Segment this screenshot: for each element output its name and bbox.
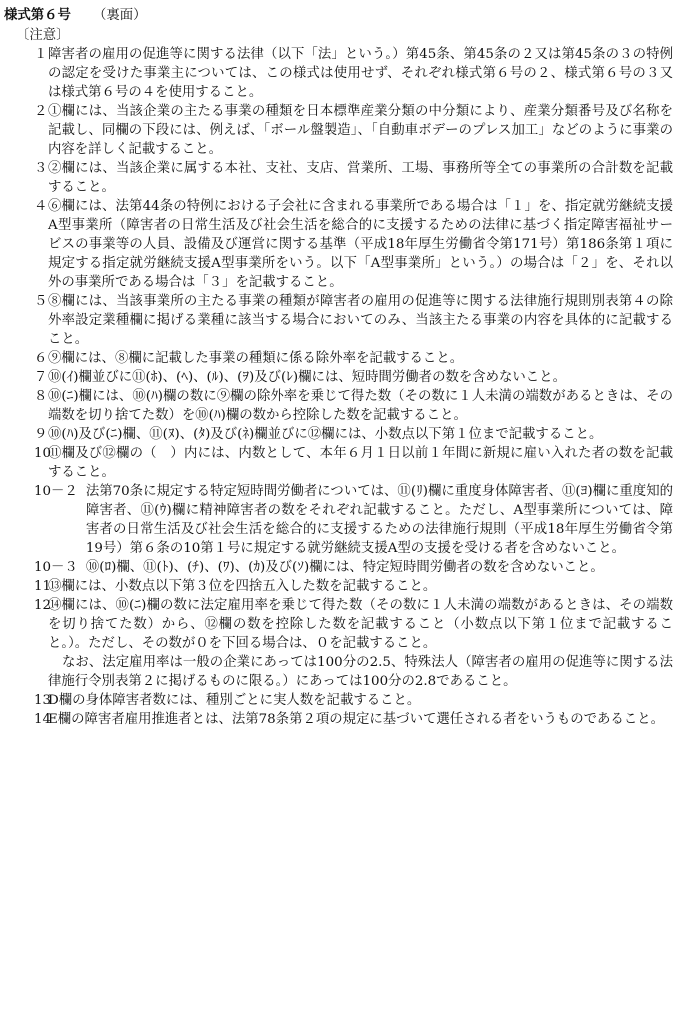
note-item [4, 368, 675, 387]
note-text: 障害者の雇用の促進等に関する法律（以下「法」という。）第45条、第45条の２又は第45条の３の特例の認定を受けた事業主については、この様式は使用せず、それぞれ様式第６号の２、様式第６号の３又は様式第６号の４を使用すること。 [48, 47, 673, 100]
note-item [4, 558, 675, 577]
notes-heading: 〔注意〕 [16, 28, 70, 43]
note-item [4, 691, 675, 710]
note-text: ⑧欄には、当該事業所の主たる事業の種類が障害者の雇用の促進等に関する法律施行規則別表第４の除外率設定業種欄に掲げる業種に該当する場合においてのみ、当該主たる事業の内容を具体的に記載すること。 [48, 294, 673, 347]
form-number: 様式第６号 [4, 8, 71, 23]
note-item [4, 292, 675, 349]
note-item [4, 425, 675, 444]
note-number: ８ [34, 389, 48, 404]
note-item [4, 577, 675, 596]
note-item [4, 102, 675, 159]
note-number: ７ [34, 370, 48, 385]
note-number: ９ [34, 427, 48, 442]
note-number: ６ [34, 351, 48, 366]
note-number: ４ [34, 199, 48, 214]
note-number: ２ [34, 104, 48, 119]
reverse-side-label: （裏面） [92, 8, 147, 23]
note-text: ②欄には、当該企業に属する本社、支社、支店、営業所、工場、事務所等全ての事業所の合計数を記載すること。 [48, 161, 673, 195]
note-text: 法第70条に規定する特定短時間労働者については、⑪(ﾘ)欄に重度身体障害者、⑪(ﾖ)欄に重度知的障害者、⑪(ｳ)欄に精神障害者の数をそれぞれ記載すること。ただし、A型事業所については、障害者の日常生活及び社会生活を総合的に支援するための法律施行規則（平成18年厚生労働省令第19号）第６条の10第１号に規定する就労継続支援A型の支援を受ける者を含めないこと。 [85, 484, 673, 556]
note-number: 12 [34, 598, 52, 613]
note-number: ５ [34, 294, 48, 309]
note-text: ⑩(ｲ)欄並びに⑪(ﾎ)、(ﾍ)、(ﾙ)、(ｦ)及び(ﾚ)欄には、短時間労働者の数を含めないこと。 [48, 370, 566, 385]
note-item [4, 482, 675, 558]
note-item [4, 159, 675, 197]
note-text: ⑩(ﾛ)欄、⑪(ﾄ)、(ﾁ)、(ﾜ)、(ｶ)及び(ｿ)欄には、特定短時間労働者の数を含めないこと。 [85, 560, 604, 575]
note-number: １ [34, 47, 48, 62]
note-text: E欄の障害者雇用推進者とは、法第78条第２項の規定に基づいて選任される者をいうものであること。 [48, 712, 664, 727]
note-number: 13 [34, 693, 52, 708]
note-text: ⑩(ﾊ)及び(ﾆ)欄、⑪(ﾇ)、(ﾀ)及び(ﾈ)欄並びに⑫欄には、小数点以下第１位まで記載すること。 [48, 427, 603, 442]
note-text: ⑭欄には、⑩(ﾆ)欄の数に法定雇用率を乗じて得た数（その数に１人未満の端数があるときは、その端数を切り捨てた数）から、⑫欄の数を控除した数を記載すること（小数点以下第１位まで記載すること。）。ただし、その数が０を下回る場合は、０を記載すること。 [48, 598, 673, 651]
note-supplement: なお、法定雇用率は一般の企業にあっては100分の2.5、特殊法人（障害者の雇用の促進等に関する法律施行令別表第２に掲げるものに限る。）にあっては100分の2.8であること。 [48, 655, 673, 689]
note-item [4, 710, 675, 729]
note-text: ⑨欄には、⑧欄に記載した事業の種類に係る除外率を記載すること。 [48, 351, 464, 366]
note-text: ①欄には、当該企業の主たる事業の種類を日本標準産業分類の中分類により、産業分類番号及び名称を記載し、同欄の下段には、例えば、「ボール盤製造」、「自動車ボデーのプレス加工」などのように事業の内容を詳しく記載すること。 [48, 104, 673, 157]
note-text: ⑥欄には、法第44条の特例における子会社に含まれる事業所である場合は「１」を、指定就労継続支援A型事業所（障害者の日常生活及び社会生活を総合的に支援するための法律に基づく指定障害福祉サービスの事業等の人員、設備及び運営に関する基準（平成18年厚生労働省令第171号）第186条第１項に規定する指定就労継続支援A型事業所をいう。以下「A型事業所」という。）の場合は「２」を、それ以外の事業所である場合は「３」を記載すること。 [48, 199, 673, 290]
note-text: D欄の身体障害者数には、種別ごとに実人数を記載すること。 [48, 693, 421, 708]
note-item [4, 45, 675, 102]
form-header [4, 6, 675, 26]
note-text: ⑪欄及び⑫欄の（ ）内には、内数として、本年６月１日以前１年間に新規に雇い入れた者の数を記載すること。 [48, 446, 673, 480]
note-text: ⑬欄には、小数点以下第３位を四捨五入した数を記載すること。 [48, 579, 437, 594]
note-number: 10－３ [34, 560, 78, 575]
note-number: ３ [34, 161, 48, 176]
note-item [4, 444, 675, 482]
note-number: 14 [34, 712, 52, 727]
note-item [4, 349, 675, 368]
note-number: 10 [34, 446, 52, 461]
note-item [4, 387, 675, 425]
notes-list [4, 45, 675, 729]
note-text: ⑩(ﾆ)欄には、⑩(ﾊ)欄の数に⑨欄の除外率を乗じて得た数（その数に１人未満の端数があるときは、その端数を切り捨てた数）を⑩(ﾊ)欄の数から控除した数を記載すること。 [48, 389, 673, 423]
note-item [4, 596, 675, 691]
note-number: 10－２ [34, 484, 78, 499]
note-number: 11 [34, 579, 52, 594]
note-item [4, 197, 675, 292]
